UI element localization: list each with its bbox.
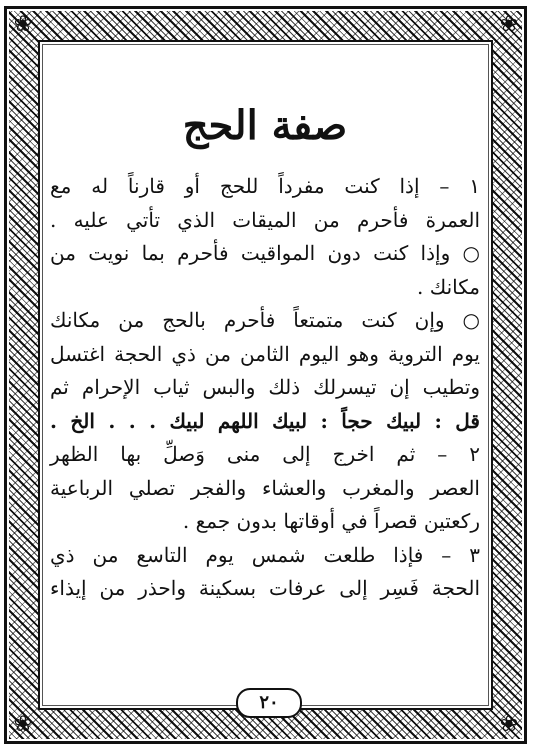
text-line: وتطيب إن تيسرلك ذلك والبس ثياب الإحرام ثم (50, 375, 480, 399)
body-text (50, 170, 480, 606)
text-line: ○ وإذا كنت دون المواقيت فأحرم بما نويت من (50, 241, 480, 265)
text-line: ركعتين قصراً في أوقاتها بدون جمع . (182, 509, 480, 533)
page-title: صفة الحج (182, 102, 348, 149)
text-line: العمرة فأحرم من الميقات الذي تأتي عليه . (50, 207, 481, 232)
corner-ornament-icon: ❀ (499, 12, 519, 37)
text-line: ○ وإن كنت متمتعاً فأحرم بالحج من مكانك (50, 308, 480, 332)
corner-ornament-icon: ❀ (13, 712, 33, 737)
text-line: الحجة فَسِر إلى عرفات بسكينة واحذر من إيذاء (50, 576, 480, 600)
text-line: ١ – إذا كنت مفرداً للحج أو قارناً له مع (50, 174, 480, 198)
text-line: ٣ – فإذا طلعت شمس يوم التاسع من ذي (50, 542, 480, 567)
page-number: ٢٠ (236, 688, 302, 718)
text-line: العصر والمغرب والعشاء والفجر تصلي الرباعية (50, 475, 480, 500)
text-line: مكانك . (417, 274, 480, 299)
text-line-talbiyah: قل : لبيك حجاً : لبيك اللهم لبيك . . . الخ . (50, 408, 480, 433)
text-line: يوم التروية وهو اليوم الثامن من ذي الحجة اغتسل (50, 341, 480, 366)
text-line: ٢ – ثم اخرج إلى منى وَصلِّ بها الظهر (50, 442, 480, 466)
corner-ornament-icon: ❀ (499, 712, 519, 737)
corner-ornament-icon: ❀ (13, 12, 33, 37)
